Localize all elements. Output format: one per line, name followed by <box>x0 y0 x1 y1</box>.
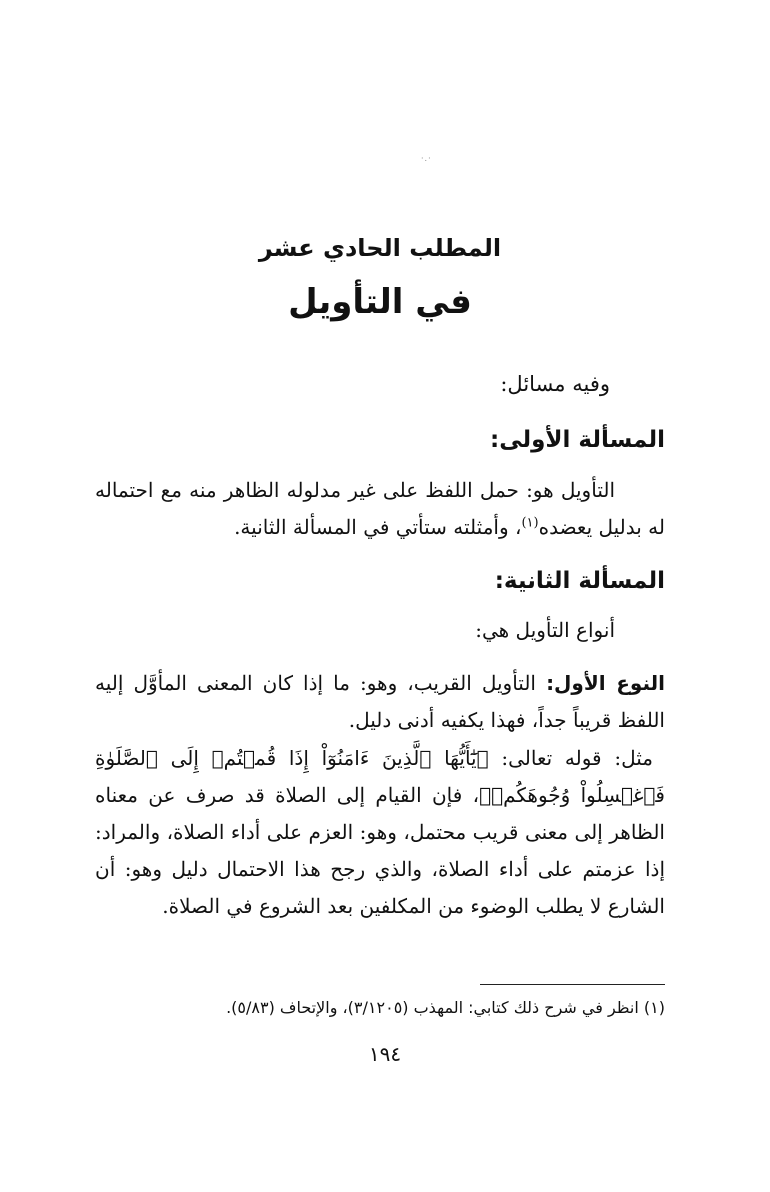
issue-1-heading: المسألة الأولى: <box>490 427 665 453</box>
page-number: ١٩٤ <box>368 1042 402 1066</box>
issue-1-text-tail: ، وأمثلته ستأتي في المسألة الثانية. <box>234 515 522 539</box>
example-lead: مثل: قوله تعالى: <box>488 746 653 770</box>
issue-1-text: التأويل هو: حمل اللفظ على غير مدلوله الظاهر منه مع احتماله له بدليل يعضده <box>95 478 665 539</box>
section-subtitle: المطلب الحادي عشر <box>258 234 502 262</box>
type-1-text: التأويل القريب، وهو: ما إذا كان المعنى المأوَّل إليه اللفظ قريباً جداً، فهذا يكفيه أدنى دليل. <box>95 671 665 732</box>
footnote-divider <box>480 984 665 985</box>
issue-2-intro: أنواع التأويل هي: <box>475 618 615 642</box>
issue-1-paragraph <box>95 472 665 546</box>
quran-verse: ﴿يَٰٓأَيُّهَا ٱلَّذِينَ ءَامَنُوٓاْ إِذَا قُمۡتُمۡ إِلَى ٱلصَّلَوٰةِ فَٱغۡسِلُواْ وُجُوهَكُمۡ﴾ <box>95 746 665 807</box>
footnote: (١) انظر في شرح ذلك كتابي: المهذب (٣/١٢٠٥)، والإتحاف (٥/٨٣). <box>226 998 665 1017</box>
section-title: في التأويل <box>288 282 472 322</box>
scan-speck: ·.· <box>421 154 432 163</box>
type-1-paragraph <box>95 665 665 739</box>
example-body: ، فإن القيام إلى الصلاة قد صرف عن معناه الظاهر إلى معنى قريب محتمل، وهو: العزم على أداء الصلاة، والمراد: إذا عزمتم على أداء الصلاة، والذي رجح هذا الاحتمال دليل وهو: أن الشارع لا يطلب الوضوء من المكلفين بعد الشروع في الصلاة. <box>95 783 665 918</box>
example-paragraph <box>95 740 665 925</box>
footnote-marker: (١) <box>521 515 539 531</box>
section-intro: وفيه مسائل: <box>500 372 610 396</box>
issue-2-heading: المسألة الثانية: <box>494 568 665 594</box>
type-1-label: النوع الأول: <box>546 671 665 695</box>
